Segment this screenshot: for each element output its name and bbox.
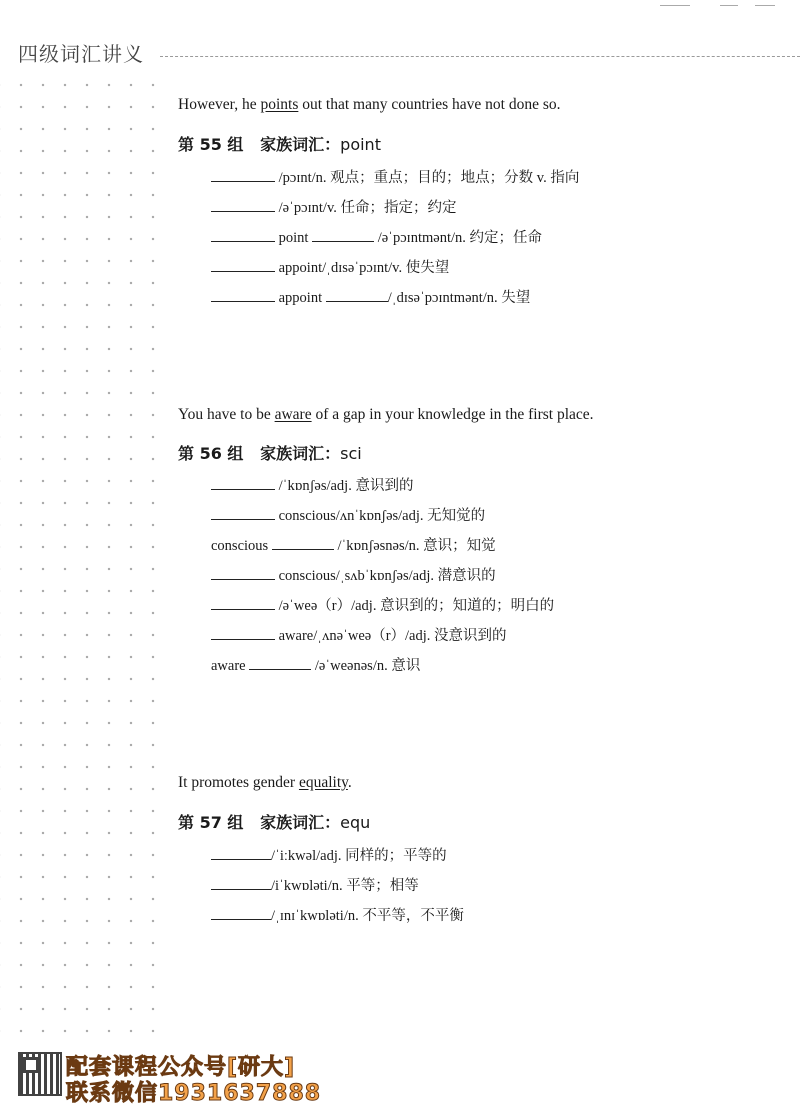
fill-blank[interactable]	[272, 535, 334, 550]
key-word: aware	[274, 406, 312, 423]
group-title-57: 第 57 组 家族词汇：equ	[178, 813, 371, 832]
fill-blank[interactable]	[211, 595, 275, 610]
vocab-item: aware /əˈweənəs/n. 意识	[211, 654, 420, 675]
vocab-item: /pɔɪnt/n. 观点；重点；目的；地点；分数 v. 指向	[211, 166, 579, 187]
vocab-item: /iˈkwɒləti/n. 平等；相等	[211, 874, 419, 895]
vocab-item: point /əˈpɔɪntmənt/n. 约定；任命	[211, 226, 542, 247]
page-header-title: 四级词汇讲义	[18, 42, 144, 66]
fill-blank[interactable]	[211, 875, 271, 890]
fill-blank[interactable]	[211, 625, 275, 640]
fill-blank[interactable]	[326, 287, 388, 302]
promo-line-course: 配套课程公众号[研大]	[66, 1055, 296, 1080]
fill-blank[interactable]	[211, 197, 275, 212]
promo-line-contact: 联系微信1931637888	[66, 1081, 322, 1106]
fill-blank[interactable]	[211, 845, 271, 860]
fill-blank[interactable]	[211, 475, 275, 490]
fill-blank[interactable]	[211, 167, 275, 182]
group-title-56: 第 56 组 家族词汇：sci	[178, 444, 362, 463]
vocab-item: /ˌɪnɪˈkwɒləti/n. 不平等，不平衡	[211, 904, 464, 925]
vocab-item: /ˈiːkwəl/adj. 同样的；平等的	[211, 844, 447, 865]
fill-blank[interactable]	[211, 565, 275, 580]
key-word: points	[260, 96, 299, 113]
vocab-item: conscious/ˌsʌbˈkɒnʃəs/adj. 潜意识的	[211, 564, 496, 585]
vocab-item: /əˈweə（r）/adj. 意识到的；知道的；明白的	[211, 594, 554, 615]
group-title-55: 第 55 组 家族词汇：point	[178, 135, 381, 154]
vocab-item: appoint /ˌdɪsəˈpɔɪntmənt/n. 失望	[211, 286, 530, 307]
vocab-item: conscious /ˈkɒnʃəsnəs/n. 意识；知觉	[211, 534, 496, 555]
vocab-item: appoint/ˌdɪsəˈpɔɪnt/v. 使失望	[211, 256, 449, 277]
fill-blank[interactable]	[211, 257, 275, 272]
key-word: equality	[298, 774, 348, 791]
fill-blank[interactable]	[312, 227, 374, 242]
fill-blank[interactable]	[211, 905, 271, 920]
vocab-item: /əˈpɔɪnt/v. 任命；指定；约定	[211, 196, 457, 217]
example-sentence-56: You have to be aware of a gap in your knowledge in the first place.	[178, 406, 594, 423]
vocab-item: conscious/ʌnˈkɒnʃəs/adj. 无知觉的	[211, 504, 485, 525]
vocab-item: aware/ˌʌnəˈweə（r）/adj. 没意识到的	[211, 624, 507, 645]
fill-blank[interactable]	[249, 655, 311, 670]
fill-blank[interactable]	[211, 227, 275, 242]
qr-code	[18, 1052, 62, 1096]
example-sentence-55: However, he points out that many countries have not done so.	[178, 96, 561, 113]
example-sentence-57: It promotes gender equality.	[178, 774, 352, 791]
vocab-item: /ˈkɒnʃəs/adj. 意识到的	[211, 474, 413, 495]
fill-blank[interactable]	[211, 287, 275, 302]
fill-blank[interactable]	[211, 505, 275, 520]
